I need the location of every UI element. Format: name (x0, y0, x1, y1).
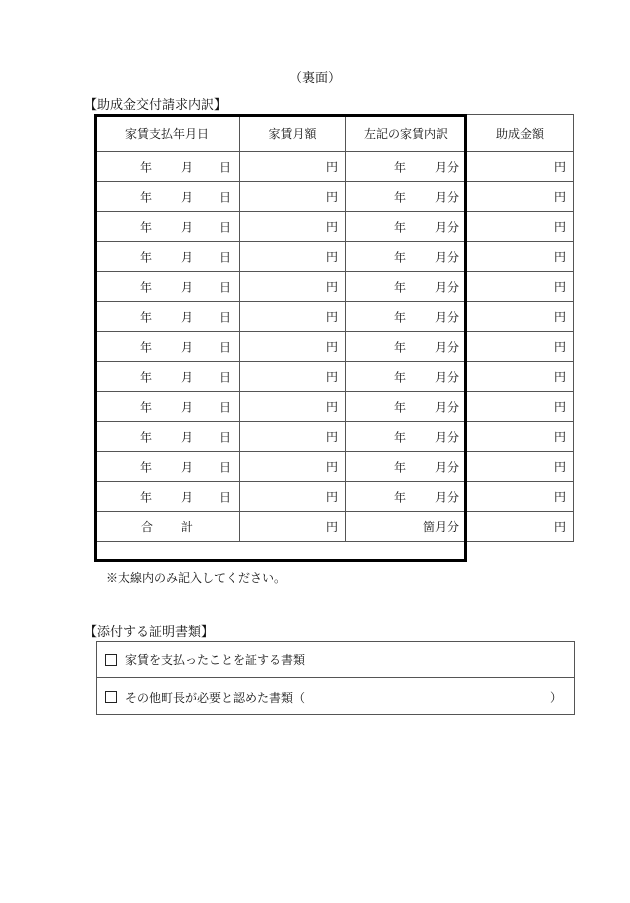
attachment-item-rent-receipt[interactable] (97, 642, 574, 678)
attachments-box (96, 641, 575, 715)
monthly-rent-cell[interactable]: 円 (240, 152, 346, 182)
header-rent-breakdown: 左記の家賃内訳 (346, 115, 467, 152)
header-grant-amount: 助成金額 (467, 115, 574, 152)
year-unit: 年 (140, 400, 153, 414)
year-unit: 年 (140, 220, 153, 234)
year-unit: 年 (394, 370, 407, 384)
month-unit: 月 (181, 460, 194, 474)
year-unit: 年 (140, 430, 153, 444)
month-unit: 月 (181, 400, 194, 414)
monthly-rent-cell[interactable]: 円 (240, 452, 346, 482)
total-row (95, 512, 574, 542)
rent-breakdown-cell[interactable] (346, 212, 467, 242)
year-unit: 年 (394, 250, 407, 264)
header-payment-date: 家賃支払年月日 (95, 115, 240, 152)
attachment-close-paren: ） (549, 690, 562, 705)
payment-date-cell[interactable] (95, 212, 240, 242)
table-row (95, 152, 574, 182)
grant-amount-cell: 円 (467, 332, 574, 362)
year-unit: 年 (394, 190, 407, 204)
rent-breakdown-cell[interactable] (346, 302, 467, 332)
grant-amount-cell: 円 (467, 242, 574, 272)
year-unit: 年 (394, 460, 407, 474)
monthly-rent-cell[interactable]: 円 (240, 272, 346, 302)
day-unit: 日 (218, 460, 231, 474)
payment-date-cell[interactable] (95, 242, 240, 272)
monthly-rent-cell[interactable]: 円 (240, 302, 346, 332)
month-portion-unit: 月分 (434, 340, 459, 354)
month-unit: 月 (181, 250, 194, 264)
day-unit: 日 (218, 430, 231, 444)
payment-date-cell[interactable] (95, 482, 240, 512)
payment-date-cell[interactable] (95, 302, 240, 332)
monthly-rent-cell[interactable]: 円 (240, 212, 346, 242)
grant-amount-cell: 円 (467, 272, 574, 302)
table-row (95, 332, 574, 362)
total-months-cell[interactable]: 箇月分 (346, 512, 467, 542)
rent-breakdown-cell[interactable] (346, 452, 467, 482)
year-unit: 年 (140, 250, 153, 264)
month-portion-unit: 月分 (434, 220, 459, 234)
rent-breakdown-cell[interactable] (346, 272, 467, 302)
table-row (95, 212, 574, 242)
month-portion-unit: 月分 (434, 400, 459, 414)
rent-breakdown-cell[interactable] (346, 362, 467, 392)
rent-breakdown-cell[interactable] (346, 392, 467, 422)
payment-date-cell[interactable] (95, 422, 240, 452)
year-unit: 年 (394, 430, 407, 444)
payment-date-cell[interactable] (95, 182, 240, 212)
month-unit: 月 (181, 430, 194, 444)
year-unit: 年 (140, 190, 153, 204)
year-unit: 年 (394, 310, 407, 324)
rent-breakdown-cell[interactable] (346, 152, 467, 182)
payment-date-cell[interactable] (95, 392, 240, 422)
year-unit: 年 (140, 340, 153, 354)
grant-amount-cell: 円 (467, 362, 574, 392)
year-unit: 年 (394, 490, 407, 504)
day-unit: 日 (218, 220, 231, 234)
total-label-left: 合 (140, 520, 153, 534)
year-unit: 年 (140, 490, 153, 504)
payment-date-cell[interactable] (95, 332, 240, 362)
table-row (95, 362, 574, 392)
day-unit: 日 (218, 280, 231, 294)
year-unit: 年 (140, 160, 153, 174)
monthly-rent-cell[interactable]: 円 (240, 482, 346, 512)
page-heading: （裏面） (288, 71, 341, 86)
rent-breakdown-cell[interactable] (346, 182, 467, 212)
month-unit: 月 (181, 220, 194, 234)
rent-breakdown-cell[interactable] (346, 242, 467, 272)
table-row (95, 392, 574, 422)
rent-breakdown-cell[interactable] (346, 482, 467, 512)
month-unit: 月 (181, 340, 194, 354)
day-unit: 日 (218, 370, 231, 384)
attachment-label: 家賃を支払ったことを証する書類 (125, 653, 306, 667)
table-row (95, 242, 574, 272)
monthly-rent-cell[interactable]: 円 (240, 362, 346, 392)
month-portion-unit: 月分 (434, 430, 459, 444)
month-portion-unit: 月分 (434, 190, 459, 204)
header-monthly-rent: 家賃月額 (240, 115, 346, 152)
month-unit: 月 (181, 280, 194, 294)
year-unit: 年 (140, 370, 153, 384)
table-row (95, 302, 574, 332)
grant-amount-cell: 円 (467, 302, 574, 332)
total-label-cell (95, 512, 240, 542)
day-unit: 日 (218, 400, 231, 414)
year-unit: 年 (394, 160, 407, 174)
table-body (95, 152, 574, 512)
day-unit: 日 (218, 340, 231, 354)
monthly-rent-cell[interactable]: 円 (240, 242, 346, 272)
year-unit: 年 (394, 400, 407, 414)
year-unit: 年 (394, 280, 407, 294)
table-row (95, 182, 574, 212)
payment-date-cell[interactable] (95, 452, 240, 482)
total-rent-cell[interactable]: 円 (240, 512, 346, 542)
month-portion-unit: 月分 (434, 160, 459, 174)
year-unit: 年 (140, 280, 153, 294)
grant-amount-cell: 円 (467, 212, 574, 242)
breakdown-table-wrapper (94, 114, 573, 542)
total-grant-cell: 円 (467, 512, 574, 542)
month-portion-unit: 月分 (434, 370, 459, 384)
total-label-right: 計 (181, 520, 194, 534)
day-unit: 日 (218, 190, 231, 204)
checkbox-icon[interactable] (105, 654, 117, 666)
day-unit: 日 (218, 310, 231, 324)
year-unit: 年 (140, 310, 153, 324)
monthly-rent-cell[interactable]: 円 (240, 332, 346, 362)
grant-amount-cell: 円 (467, 182, 574, 212)
grant-amount-cell: 円 (467, 422, 574, 452)
month-unit: 月 (181, 490, 194, 504)
month-unit: 月 (181, 190, 194, 204)
payment-date-cell[interactable] (95, 362, 240, 392)
table-row (95, 422, 574, 452)
month-unit: 月 (181, 160, 194, 174)
table-header-row (95, 115, 574, 152)
day-unit: 日 (218, 160, 231, 174)
month-portion-unit: 月分 (434, 490, 459, 504)
month-portion-unit: 月分 (434, 250, 459, 264)
day-unit: 日 (218, 250, 231, 264)
breakdown-table (94, 114, 574, 542)
attachment-label: その他町長が必要と認めた書類（ (125, 690, 306, 705)
year-unit: 年 (140, 460, 153, 474)
grant-amount-cell: 円 (467, 482, 574, 512)
rent-breakdown-cell[interactable] (346, 422, 467, 452)
year-unit: 年 (394, 340, 407, 354)
table-row (95, 452, 574, 482)
year-unit: 年 (394, 220, 407, 234)
monthly-rent-cell[interactable]: 円 (240, 392, 346, 422)
grant-amount-cell: 円 (467, 392, 574, 422)
rent-breakdown-cell[interactable] (346, 332, 467, 362)
month-unit: 月 (181, 310, 194, 324)
month-unit: 月 (181, 370, 194, 384)
month-portion-unit: 月分 (434, 310, 459, 324)
table-row (95, 482, 574, 512)
monthly-rent-cell[interactable]: 円 (240, 182, 346, 212)
grant-amount-cell: 円 (467, 452, 574, 482)
day-unit: 日 (218, 490, 231, 504)
attachment-item-other[interactable] (97, 679, 574, 715)
payment-date-cell[interactable] (95, 152, 240, 182)
section-title-attachments: 【添付する証明書類】 (84, 625, 215, 640)
month-portion-unit: 月分 (434, 460, 459, 474)
monthly-rent-cell[interactable]: 円 (240, 422, 346, 452)
entry-note: ※太線内のみ記入してください。 (106, 571, 287, 585)
section-title-breakdown: 【助成金交付請求内訳】 (84, 98, 228, 113)
grant-amount-cell: 円 (467, 152, 574, 182)
checkbox-icon[interactable] (105, 691, 117, 703)
month-portion-unit: 月分 (434, 280, 459, 294)
table-row (95, 272, 574, 302)
payment-date-cell[interactable] (95, 272, 240, 302)
